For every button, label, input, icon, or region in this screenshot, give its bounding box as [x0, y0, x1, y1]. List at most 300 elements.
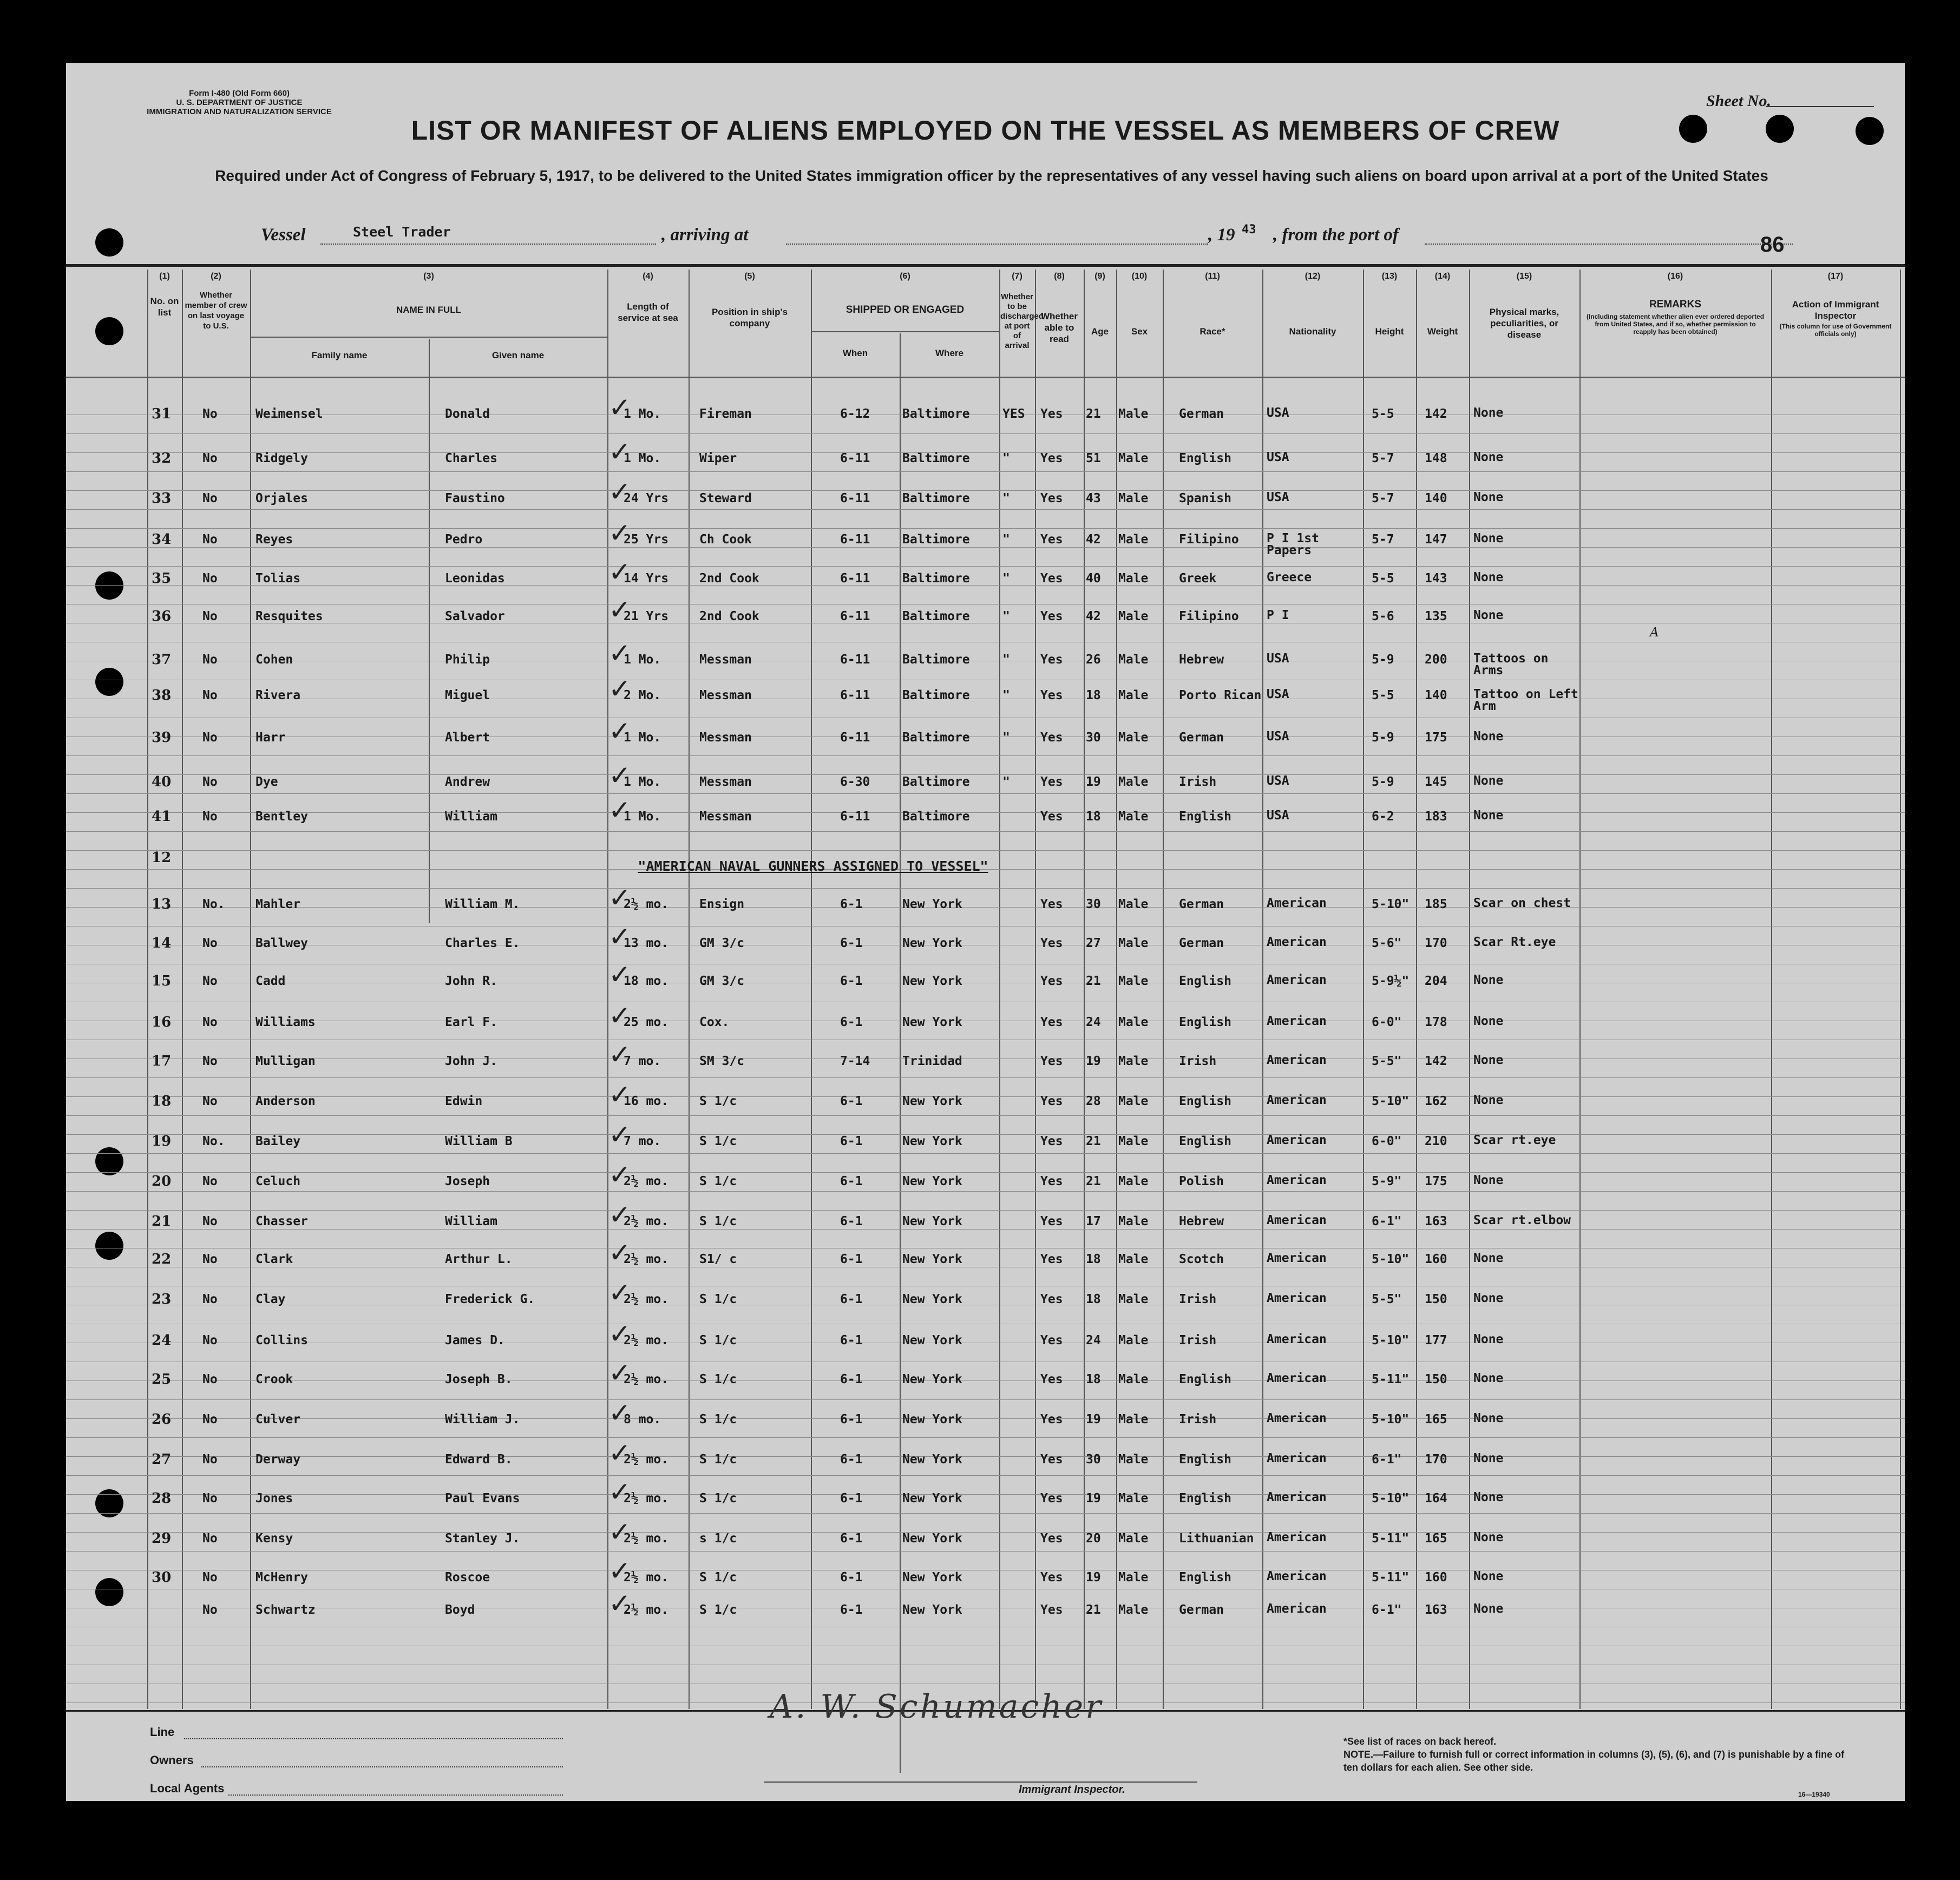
row-number: 13	[152, 896, 172, 912]
height: 5-5	[1372, 407, 1394, 421]
height: 5-7	[1372, 491, 1394, 505]
check-mark-icon: ✓	[608, 1437, 631, 1469]
check-mark-icon: ✓	[608, 1476, 631, 1508]
punch-hole	[95, 228, 123, 257]
weight: 175	[1425, 731, 1447, 745]
col-discharged: Whether to be discharged at port of arrival	[1000, 292, 1044, 350]
sheet-number-field	[1766, 106, 1874, 107]
able-to-read: Yes	[1040, 1531, 1063, 1546]
row-number: 29	[152, 1530, 172, 1547]
nationality: American	[1267, 1213, 1327, 1227]
family-name: Tolias	[255, 571, 301, 586]
row-number: 38	[152, 687, 172, 704]
shipped-when: 6-11	[840, 653, 870, 667]
shipped-when: 6-1	[840, 1412, 863, 1427]
nationality: American	[1267, 1093, 1327, 1107]
shipped-where: Baltimore	[902, 653, 970, 667]
height: 5-10"	[1372, 1491, 1410, 1506]
physical-marks: None	[1473, 808, 1504, 823]
height: 5-6	[1372, 609, 1394, 623]
weight: 175	[1425, 1174, 1447, 1188]
check-mark-icon: ✓	[608, 1000, 631, 1031]
physical-marks: None	[1473, 774, 1504, 788]
age: 19	[1086, 1412, 1101, 1427]
able-to-read: Yes	[1040, 407, 1063, 421]
position: S 1/c	[699, 1372, 737, 1386]
physical-marks: None	[1473, 406, 1504, 420]
age: 28	[1086, 1094, 1101, 1108]
able-to-read: Yes	[1040, 1054, 1063, 1068]
height: 5-10"	[1372, 1094, 1410, 1108]
nationality: American	[1267, 1602, 1327, 1616]
row-number: 25	[152, 1371, 172, 1388]
race: German	[1179, 1603, 1224, 1617]
length-of-service: 1 Mo.	[624, 407, 661, 421]
weight: 147	[1425, 533, 1447, 547]
race: Hebrew	[1179, 1214, 1224, 1228]
vessel-name: Steel Trader	[353, 224, 451, 240]
height: 6-1"	[1372, 1603, 1402, 1617]
position: SM 3/c	[699, 1054, 745, 1068]
given-name: Leonidas	[445, 571, 505, 586]
given-name: Salvador	[445, 609, 505, 623]
physical-marks: None	[1473, 490, 1504, 504]
nationality: American	[1267, 1490, 1327, 1504]
crew-last-voyage: No	[202, 1412, 218, 1427]
family-name: Culver	[255, 1412, 301, 1427]
physical-marks: None	[1473, 1371, 1504, 1385]
row-number: 24	[152, 1332, 172, 1349]
able-to-read: Yes	[1040, 1333, 1063, 1347]
col-physical-marks: Physical marks, peculiarities, or disease	[1489, 307, 1559, 340]
crew-last-voyage: No	[202, 1292, 218, 1306]
check-mark-icon: ✓	[608, 392, 631, 423]
check-mark-icon: ✓	[608, 794, 631, 826]
row-number: 15	[152, 973, 172, 989]
position: Cox.	[699, 1015, 730, 1029]
check-mark-icon: ✓	[608, 517, 631, 549]
nationality: USA	[1267, 729, 1289, 744]
age: 18	[1086, 688, 1101, 702]
race: German	[1179, 731, 1224, 745]
age: 18	[1086, 1372, 1101, 1386]
position: Steward	[699, 491, 752, 505]
nationality: American	[1267, 1014, 1327, 1028]
length-of-service: 2½ mo.	[624, 1452, 669, 1467]
length-of-service: 18 mo.	[624, 974, 669, 988]
col-crew-last-voyage: Whether member of crew on last voyage to U.S.	[185, 291, 247, 331]
given-name: William B	[445, 1134, 513, 1148]
check-mark-icon: ✓	[608, 760, 631, 791]
shipped-when: 6-1	[840, 897, 863, 911]
family-name: Schwartz	[255, 1603, 316, 1617]
shipped-where: Baltimore	[902, 810, 970, 824]
physical-marks: Tattoo on Left Arm	[1473, 687, 1578, 713]
given-name: Stanley J.	[445, 1531, 520, 1546]
age: 21	[1086, 1174, 1101, 1188]
sheet-number-label: Sheet No.	[1706, 92, 1771, 110]
height: 5-5"	[1372, 1292, 1402, 1306]
physical-marks: None	[1473, 1173, 1504, 1187]
header-rule	[66, 264, 1905, 267]
sex: Male	[1118, 775, 1149, 789]
race: English	[1179, 1491, 1231, 1506]
crew-last-voyage: No	[202, 1252, 218, 1266]
height: 6-1"	[1372, 1214, 1402, 1228]
race: English	[1179, 451, 1231, 465]
able-to-read: Yes	[1040, 1214, 1063, 1228]
race: Greek	[1179, 571, 1217, 586]
crew-last-voyage: No	[202, 936, 218, 950]
nationality: American	[1267, 1530, 1327, 1544]
race: English	[1179, 1570, 1231, 1585]
check-mark-icon: ✓	[608, 594, 631, 626]
age: 18	[1086, 1252, 1101, 1266]
height: 6-2	[1372, 810, 1394, 824]
position: S 1/c	[699, 1292, 737, 1306]
position: S 1/c	[699, 1570, 737, 1585]
col-family-name: Family name	[311, 350, 368, 360]
sex: Male	[1118, 1491, 1149, 1506]
discharged: "	[1002, 533, 1010, 547]
check-mark-icon: ✓	[608, 715, 631, 747]
height: 5-5	[1372, 571, 1394, 586]
family-name: Bailey	[255, 1134, 301, 1148]
able-to-read: Yes	[1040, 571, 1063, 586]
race: Irish	[1179, 775, 1217, 789]
height: 5-11"	[1372, 1372, 1410, 1386]
crew-last-voyage: No	[202, 1214, 218, 1228]
family-name: Clay	[255, 1292, 286, 1306]
height: 5-11"	[1372, 1531, 1410, 1546]
shipped-when: 6-1	[840, 1174, 863, 1188]
nationality: American	[1267, 1291, 1327, 1305]
length-of-service: 16 mo.	[624, 1094, 669, 1108]
shipped-where: New York	[902, 1094, 962, 1108]
length-of-service: 2½ mo.	[624, 1333, 669, 1347]
age: 30	[1086, 897, 1101, 911]
able-to-read: Yes	[1040, 609, 1063, 623]
inspector-signature: A. W. Schumacher	[770, 1688, 1103, 1726]
weight: 165	[1425, 1531, 1447, 1546]
shipped-where: Baltimore	[902, 407, 970, 421]
race: English	[1179, 810, 1231, 824]
row-number: 14	[152, 935, 172, 951]
length-of-service: 2½ mo.	[624, 1491, 669, 1506]
shipped-where: New York	[902, 1015, 962, 1029]
col-inspector-note: (This column for use of Government officials only)	[1779, 323, 1892, 338]
family-name: Bentley	[255, 810, 308, 824]
document-title: LIST OR MANIFEST OF ALIENS EMPLOYED ON THE VESSEL AS MEMBERS OF CREW	[411, 115, 1560, 146]
given-name: Andrew	[445, 775, 490, 789]
weight: 185	[1425, 897, 1447, 911]
length-of-service: 7 mo.	[624, 1134, 661, 1148]
punch-hole	[95, 1578, 123, 1606]
able-to-read: Yes	[1040, 775, 1063, 789]
position: S 1/c	[699, 1333, 737, 1347]
weight: 177	[1425, 1333, 1447, 1347]
given-name: Pedro	[445, 533, 483, 547]
remark-mark: A	[1650, 626, 1659, 640]
page-number: 86	[1760, 233, 1785, 257]
physical-marks: None	[1473, 973, 1504, 987]
nationality: Greece	[1267, 570, 1312, 584]
crew-last-voyage: No	[202, 491, 218, 505]
length-of-service: 2½ mo.	[624, 1570, 669, 1585]
weight: 204	[1425, 974, 1447, 988]
row-number: 20	[152, 1173, 172, 1189]
age: 19	[1086, 1054, 1101, 1068]
nationality: American	[1267, 935, 1327, 949]
weight: 148	[1425, 451, 1447, 465]
position: 2nd Cook	[699, 609, 759, 623]
crew-last-voyage: No	[202, 1054, 218, 1068]
weight: 135	[1425, 609, 1447, 623]
row-number: 31	[152, 406, 172, 422]
able-to-read: Yes	[1040, 1094, 1063, 1108]
able-to-read: Yes	[1040, 688, 1063, 702]
row-number: 36	[152, 608, 172, 625]
given-name: William M.	[445, 897, 520, 911]
check-mark-icon: ✓	[608, 1318, 631, 1350]
race: Polish	[1179, 1174, 1224, 1188]
check-mark-icon: ✓	[608, 556, 631, 588]
col-no-on-list: No. on list	[150, 296, 179, 318]
row-number: 39	[152, 729, 172, 746]
physical-marks: Tattoos on Arms	[1473, 652, 1549, 678]
physical-marks: None	[1473, 1053, 1504, 1067]
check-mark-icon: ✓	[608, 1159, 631, 1191]
family-name: Weimensel	[255, 407, 323, 421]
punch-hole	[95, 317, 123, 345]
height: 5-10"	[1372, 1333, 1410, 1347]
position: Messman	[699, 810, 752, 824]
length-of-service: 2½ mo.	[624, 1174, 669, 1188]
height: 5-11"	[1372, 1570, 1410, 1585]
physical-marks: None	[1473, 1332, 1504, 1346]
able-to-read: Yes	[1040, 936, 1063, 950]
position: Ch Cook	[699, 533, 752, 547]
check-mark-icon: ✓	[608, 1237, 631, 1268]
age: 21	[1086, 1134, 1101, 1148]
check-mark-icon: ✓	[608, 1588, 631, 1619]
position: S 1/c	[699, 1094, 737, 1108]
physical-marks: Scar rt.eye	[1473, 1133, 1556, 1147]
shipped-where: New York	[902, 1603, 962, 1617]
row-number: 32	[152, 450, 172, 466]
col-shipped-when: When	[842, 348, 868, 358]
given-name: Faustino	[445, 491, 505, 505]
col-height: Height	[1375, 326, 1404, 337]
col-position: Position in ship's company	[711, 307, 788, 328]
check-mark-icon: ✓	[608, 673, 631, 705]
height: 5-6"	[1372, 936, 1402, 950]
row-number: 27	[152, 1451, 172, 1468]
nationality: USA	[1267, 490, 1289, 504]
able-to-read: Yes	[1040, 1452, 1063, 1467]
length-of-service: 25 Yrs	[624, 533, 669, 547]
able-to-read: Yes	[1040, 1015, 1063, 1029]
shipped-when: 6-1	[840, 1452, 863, 1467]
shipped-where: Trinidad	[902, 1054, 962, 1068]
physical-marks: None	[1473, 608, 1504, 622]
punch-hole	[95, 1147, 123, 1175]
race: German	[1179, 936, 1224, 950]
weight: 150	[1425, 1372, 1447, 1386]
physical-marks: None	[1473, 1569, 1504, 1583]
age: 27	[1086, 936, 1101, 950]
shipped-where: New York	[902, 974, 962, 988]
sex: Male	[1118, 1174, 1149, 1188]
crew-last-voyage: No	[202, 1094, 218, 1108]
crew-last-voyage: No.	[202, 897, 225, 911]
sex: Male	[1118, 1015, 1149, 1029]
crew-last-voyage: No	[202, 1174, 218, 1188]
height: 5-9	[1372, 731, 1394, 745]
position: GM 3/c	[699, 936, 745, 950]
row-number: 40	[152, 774, 172, 790]
shipped-when: 6-11	[840, 810, 870, 824]
length-of-service: 2½ mo.	[624, 1603, 669, 1617]
crew-last-voyage: No	[202, 653, 218, 667]
age: 18	[1086, 810, 1101, 824]
race: English	[1179, 1372, 1231, 1386]
given-name: Edward B.	[445, 1452, 513, 1467]
shipped-where: New York	[902, 936, 962, 950]
shipped-when: 6-1	[840, 1214, 863, 1228]
shipped-where: Baltimore	[902, 491, 970, 505]
check-mark-icon: ✓	[608, 959, 631, 990]
age: 30	[1086, 731, 1101, 745]
weight: 210	[1425, 1134, 1447, 1148]
crew-last-voyage: No	[202, 1570, 218, 1585]
crew-last-voyage: No	[202, 1603, 218, 1617]
given-name: Joseph	[445, 1174, 490, 1188]
family-name: Reyes	[255, 533, 293, 547]
check-mark-icon: ✓	[608, 436, 631, 468]
position: S 1/c	[699, 1412, 737, 1427]
shipped-when: 6-12	[840, 407, 870, 421]
position: Messman	[699, 775, 752, 789]
punch-hole	[95, 668, 123, 696]
age: 51	[1086, 451, 1101, 465]
height: 5-7	[1372, 533, 1394, 547]
height: 6-0"	[1372, 1015, 1402, 1029]
able-to-read: Yes	[1040, 1174, 1063, 1188]
race: Filipino	[1179, 533, 1239, 547]
length-of-service: 2½ mo.	[624, 897, 669, 911]
given-name: Roscoe	[445, 1570, 490, 1585]
able-to-read: Yes	[1040, 1292, 1063, 1306]
discharged: "	[1002, 775, 1010, 789]
discharged: "	[1002, 688, 1010, 702]
race: Irish	[1179, 1054, 1217, 1068]
sex: Male	[1118, 1054, 1149, 1068]
family-name: Mulligan	[255, 1054, 316, 1068]
age: 24	[1086, 1015, 1101, 1029]
sex: Male	[1118, 653, 1149, 667]
given-name: John J.	[445, 1054, 497, 1068]
position: Ensign	[699, 897, 745, 911]
able-to-read: Yes	[1040, 653, 1063, 667]
check-mark-icon: ✓	[608, 1199, 631, 1231]
age: 30	[1086, 1452, 1101, 1467]
given-name: Donald	[445, 407, 490, 421]
sex: Male	[1118, 1333, 1149, 1347]
discharged: YES	[1002, 407, 1025, 421]
race: English	[1179, 1134, 1231, 1148]
physical-marks: None	[1473, 1602, 1504, 1616]
col-remarks-note: (Including statement whether alien ever ordered deported from United States, and if so, whether permission to reapply has been obtained)	[1586, 313, 1765, 336]
height: 5-9	[1372, 775, 1394, 789]
shipped-where: New York	[902, 1491, 962, 1506]
shipped-where: Baltimore	[902, 731, 970, 745]
physical-marks: None	[1473, 450, 1504, 464]
physical-marks: None	[1473, 570, 1504, 584]
physical-marks: None	[1473, 729, 1504, 744]
year-value: 43	[1242, 223, 1256, 236]
family-name: Dye	[255, 775, 278, 789]
race: Lithuanian	[1179, 1531, 1254, 1546]
position: Wiper	[699, 451, 737, 465]
race: English	[1179, 1094, 1231, 1108]
sex: Male	[1118, 810, 1149, 824]
given-name: Charles	[445, 451, 497, 465]
section-heading: "AMERICAN NAVAL GUNNERS ASSIGNED TO VESSEL"	[638, 858, 988, 874]
height: 5-10"	[1372, 897, 1410, 911]
length-of-service: 1 Mo.	[624, 775, 661, 789]
shipped-when: 6-1	[840, 1134, 863, 1148]
from-port-label: , from the port of	[1273, 225, 1399, 245]
position: s 1/c	[699, 1531, 737, 1546]
height: 6-0"	[1372, 1134, 1402, 1148]
crew-last-voyage: No	[202, 451, 218, 465]
col-inspector-action: Action of Immigrant Inspector	[1792, 299, 1879, 321]
shipped-where: New York	[902, 1174, 962, 1188]
family-name: Derway	[255, 1452, 301, 1467]
weight: 142	[1425, 1054, 1447, 1068]
weight: 160	[1425, 1252, 1447, 1266]
length-of-service: 7 mo.	[624, 1054, 661, 1068]
length-of-service: 8 mo.	[624, 1412, 661, 1427]
physical-marks: Scar Rt.eye	[1473, 935, 1556, 949]
vessel-label: Vessel	[261, 225, 306, 245]
check-mark-icon: ✓	[608, 1357, 631, 1389]
given-name: Albert	[445, 731, 490, 745]
age: 40	[1086, 571, 1101, 586]
weight: 183	[1425, 810, 1447, 824]
physical-marks: None	[1473, 531, 1504, 545]
crew-last-voyage: No	[202, 1452, 218, 1467]
able-to-read: Yes	[1040, 810, 1063, 824]
position: S 1/c	[699, 1603, 737, 1617]
col-length-service: Length of service at sea	[618, 301, 678, 323]
row-number: 23	[152, 1291, 172, 1307]
nationality: USA	[1267, 652, 1289, 666]
able-to-read: Yes	[1040, 451, 1063, 465]
col-name-in-full: NAME IN FULL	[396, 305, 461, 315]
family-name: Rivera	[255, 688, 301, 702]
col-shipped-where: Where	[935, 348, 963, 358]
shipped-when: 7-14	[840, 1054, 870, 1068]
check-mark-icon: ✓	[608, 476, 631, 508]
length-of-service: 2½ mo.	[624, 1531, 669, 1546]
given-name: Paul Evans	[445, 1491, 520, 1506]
race: English	[1179, 1452, 1231, 1467]
row-number: 21	[152, 1213, 172, 1230]
sex: Male	[1118, 1412, 1149, 1427]
position: S 1/c	[699, 1134, 737, 1148]
